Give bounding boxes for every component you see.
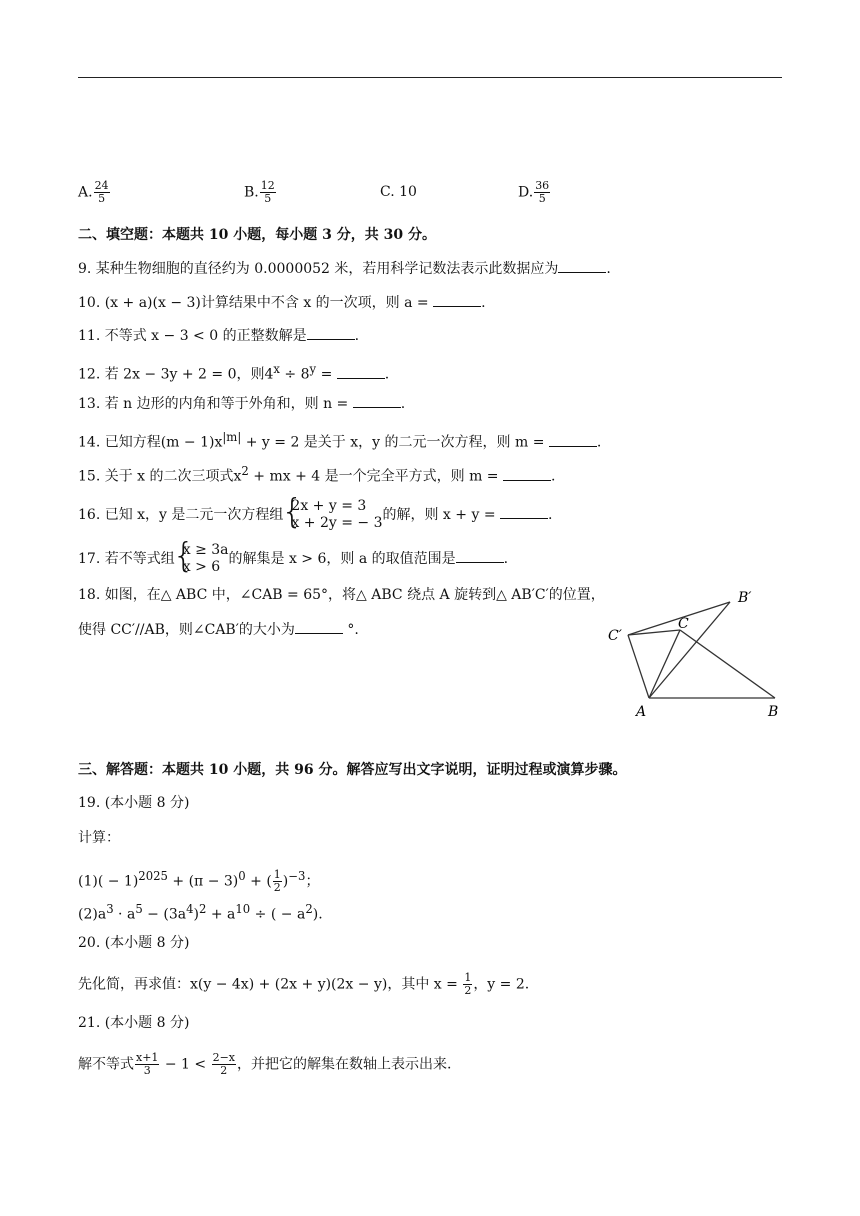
- option-b: B. $\frac{12}{5}$: [244, 179, 275, 205]
- section-2-title: 二、填空题：本题共 10 小题，每小题 3 分，共 30 分。: [78, 227, 436, 243]
- option-c: C. 10: [380, 184, 417, 200]
- option-a: A. $\frac{24}{5}$: [78, 179, 109, 205]
- question-21-body: 解不等式 $\frac{x+1}{3}$ − 1 < $\frac{2-x}{2}$ ，并把它的解集在数轴上表示出来.: [78, 1051, 452, 1077]
- section-3-title: 三、解答题：本题共 10 小题，共 96 分。解答应写出文字说明，证明过程或演算步骤。: [78, 762, 627, 778]
- option-d: D. $\frac{36}{5}$: [518, 179, 550, 205]
- question-15: 15. 关于 x 的二次三项式$x^2$ + mx + 4 是一个完全平方式，则 m = .: [78, 464, 556, 485]
- question-14: 14. 已知方程$(m - 1)x^{|m|} + y = 2$ 是关于 x，y 的二元一次方程，则 m = .: [78, 430, 602, 451]
- question-19-part-2: $(2)a^3 \cdot a^5 - (3a^4)^2 + a^{10}$ ÷ ( − $a^2$).: [78, 902, 323, 923]
- question-18-line-2: 使得 CC′//AB，则∠CAB′的大小为 °.: [78, 619, 359, 640]
- answer-blank: [295, 619, 343, 634]
- answer-blank: [307, 325, 355, 340]
- label-b: B: [768, 704, 779, 720]
- answer-blank: [456, 548, 504, 563]
- question-20-body: 先化简，再求值：x(y − 4x) + (2x + y)(2x − y)，其中 x = $\frac{1}{2}$ ，y = 2.: [78, 971, 530, 997]
- question-19-intro: 计算：: [78, 830, 120, 846]
- header-rule: [78, 77, 782, 78]
- answer-blank: [558, 258, 606, 273]
- answer-blank: [353, 393, 401, 408]
- answer-blank: [503, 466, 551, 481]
- question-13: 13. 若 n 边形的内角和等于外角和，则 n = .: [78, 393, 405, 414]
- answer-blank: [337, 364, 385, 379]
- question-17: 17. 若不等式组 { x ≥ 3a x > 6 的解集是 x > 6，则 a 的取值范围是 .: [78, 542, 508, 576]
- label-b-prime: B′: [738, 590, 752, 606]
- answer-blank: [433, 292, 481, 307]
- question-10: 10. (x + a)(x − 3)计算结果中不含 x 的一次项，则 a = .: [78, 292, 486, 313]
- question-19-header: 19. (本小题 8 分): [78, 795, 190, 811]
- inequality-system: { x ≥ 3a x > 6: [175, 542, 229, 576]
- question-19-part-1: $(1)( - 1)^{2025} + (\pi - 3)^0$ + ( $\frac{1}{2}$ )$^{-3}$；: [78, 868, 320, 895]
- question-16: 16. 已知 x，y 是二元一次方程组 { 2x + y = 3 x + 2y = − 3 的解，则 x + y = .: [78, 498, 552, 532]
- label-a: A: [636, 704, 647, 720]
- question-21-header: 21. (本小题 8 分): [78, 1015, 190, 1031]
- answer-blank: [500, 504, 548, 519]
- question-18-line-1: 18. 如图，在△ ABC 中，∠CAB = 65°，将△ ABC 绕点 A 旋转到△ AB′C′的位置，: [78, 587, 605, 603]
- equation-system: { 2x + y = 3 x + 2y = − 3: [283, 498, 382, 532]
- label-c-prime: C′: [608, 628, 622, 644]
- question-11: 11. 不等式 x − 3 < 0 的正整数解是 .: [78, 325, 359, 346]
- question-9: 9. 某种生物细胞的直径约为 0.0000052 米，若用科学记数法表示此数据应为 .: [78, 258, 611, 279]
- question-12: 12. 若 2x − 3y + 2 = 0，则$4^x \div 8^y$ = .: [78, 362, 390, 383]
- answer-blank: [549, 432, 597, 447]
- label-c: C: [678, 616, 689, 632]
- question-20-header: 20. (本小题 8 分): [78, 935, 190, 951]
- triangle-rotation-figure: [600, 580, 800, 720]
